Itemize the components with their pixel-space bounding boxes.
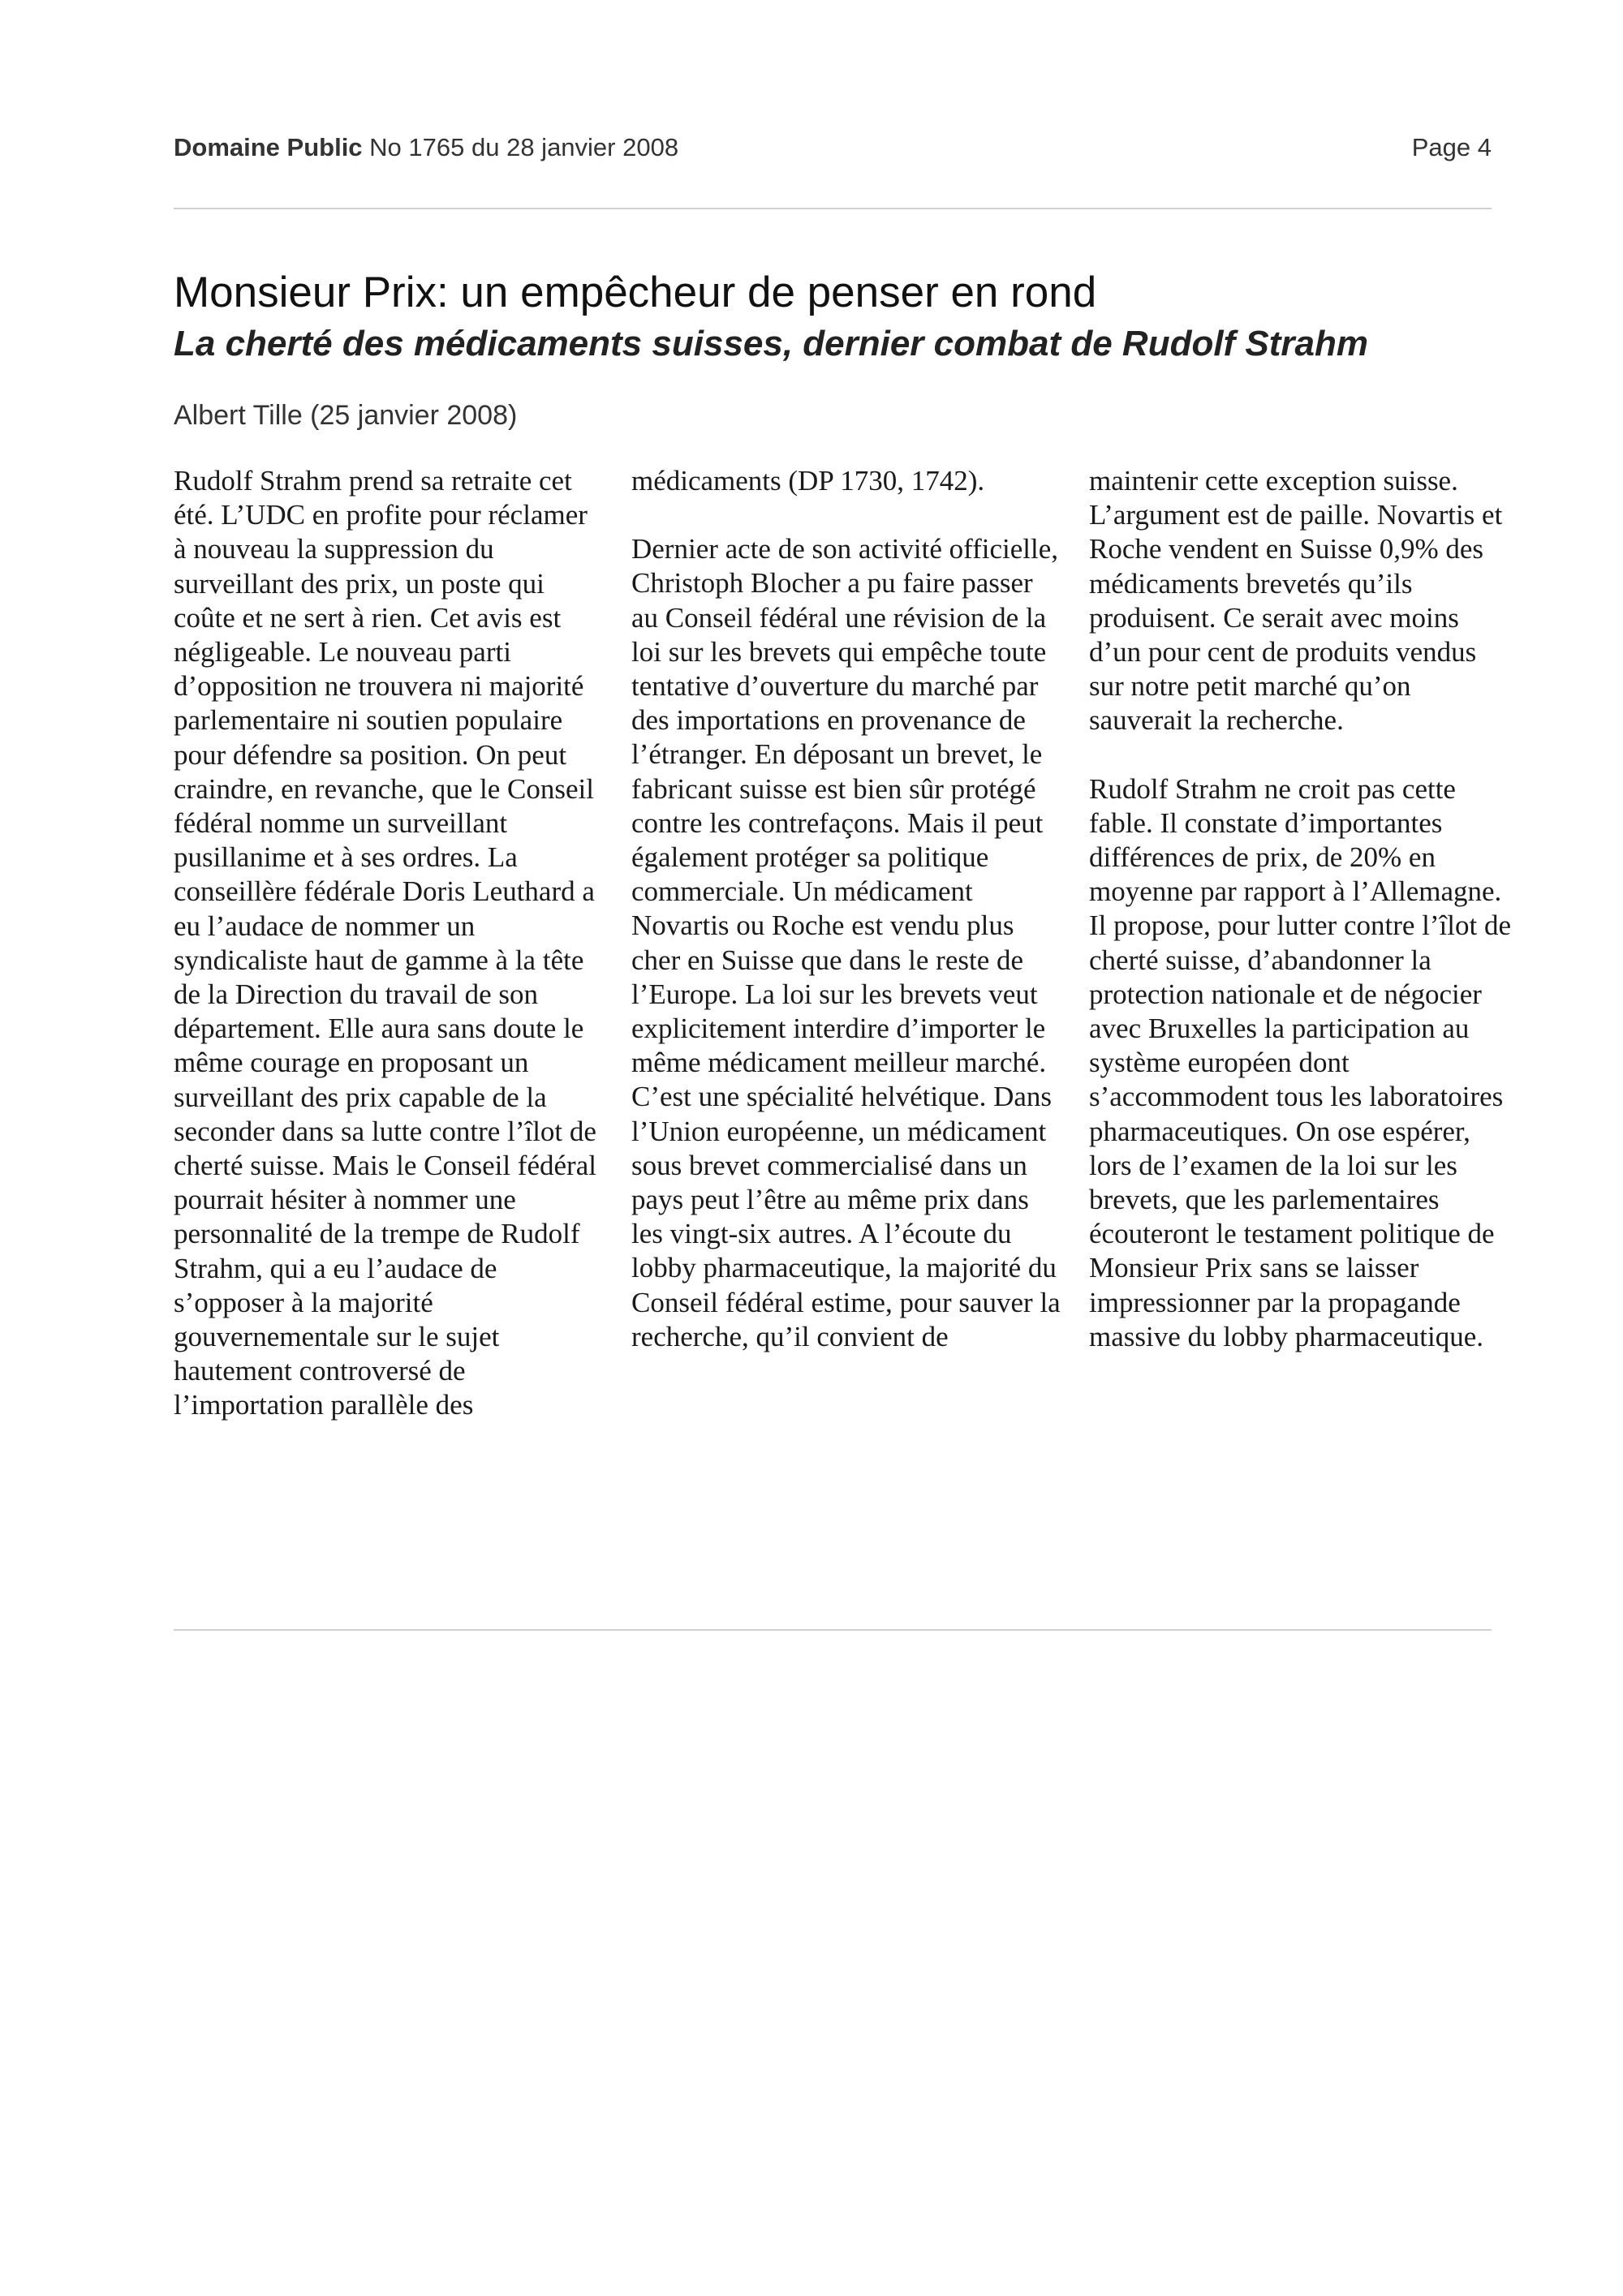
issue-info: No 1765 du 28 janvier 2008 — [369, 133, 679, 161]
footer-divider — [174, 1629, 1492, 1631]
text-column-3 — [1089, 464, 1511, 1388]
article-byline: Albert Tille (25 janvier 2008) — [174, 400, 518, 431]
paragraph: Dernier acte de son activité officielle, Christoph Blocher a pu faire passer au Conseil fédéral une révision de la loi sur les brevets qui empêche toute tentative d’ouverture du marché par des importations en provenance de l’étranger. En déposant un brevet, le fabricant suisse est bien sûr protégé contre les contrefaçons. Mais il peut également protéger sa politique commerciale. Un médicament Novartis ou Roche est vendu plus cher en Suisse que dans le reste de l’Europe. La loi sur les brevets veut explicitement interdire d’importer le même médicament meilleur marché. C’est une spécialité helvétique. Dans l’Union européenne, un médicament sous brevet commercialisé dans un pays peut l’être au même prix dans les vingt-six autres. A l’écoute du lobby pharmaceutique, la majorité du Conseil fédéral estime, pour sauver la recherche, qu’il convient de — [631, 533, 1061, 1352]
text-column-1 — [174, 464, 607, 1457]
page-header — [174, 133, 1492, 169]
paragraph: médicaments (DP 1730, 1742). — [631, 465, 985, 497]
publication-name: Domaine Public — [174, 133, 363, 161]
page-number: Page 4 — [1411, 133, 1492, 161]
article-title: Monsieur Prix: un empêcheur de penser en rond — [174, 269, 1097, 316]
paragraph: Rudolf Strahm ne croit pas cette fable. Il constate d’importantes différences de prix, de 20% en moyenne par rapport à l’Allemagne. Il propose, pour lutter contre l’îlot de cherté suisse, d’abandonner la protection nationale et de négocier avec Bruxelles la participation au système européen dont s’accommodent tous les laboratoires pharmaceutiques. On ose espérer, lors de l’examen de la loi sur les brevets, que les parlementaires écouteront le testament politique de Monsieur Prix sans se laisser impressionner par la propagande massive du lobby pharmaceutique. — [1089, 772, 1511, 1352]
header-divider — [174, 208, 1492, 209]
paragraph: maintenir cette exception suisse. L’argument est de paille. Novartis et Roche vendent en Suisse 0,9% des médicaments brevetés qu’ils produisent. Ce serait avec moins d’un pour cent de produits vendus sur notre petit marché qu’on sauverait la recherche. — [1089, 465, 1503, 737]
article-subtitle: La cherté des médicaments suisses, dernier combat de Rudolf Strahm — [174, 324, 1369, 363]
text-column-2 — [631, 464, 1065, 1388]
paragraph: Rudolf Strahm prend sa retraite cet été. L’UDC en profite pour réclamer à nouveau la suppression du surveillant des prix, un poste qui coûte et ne sert à rien. Cet avis est négligeable. Le nouveau parti d’opposition ne trouvera ni majorité parlementaire ni soutien populaire pour défendre sa position. On peut craindre, en revanche, que le Conseil fédéral nomme un surveillant pusillanime et à ses ordres. La conseillère fédérale Doris Leuthard a eu l’audace de nommer un syndicaliste haut de gamme à la tête de la Direction du travail de son département. Elle aura sans doute le même courage en proposant un surveillant des prix capable de la seconder dans sa lutte contre l’îlot de cherté suisse. Mais le Conseil fédéral pourrait hésiter à nommer une personnalité de la trempe de Rudolf Strahm, qui a eu l’audace de s’opposer à la majorité gouvernementale sur le sujet hautement controversé de l’importation parallèle des — [174, 465, 596, 1421]
